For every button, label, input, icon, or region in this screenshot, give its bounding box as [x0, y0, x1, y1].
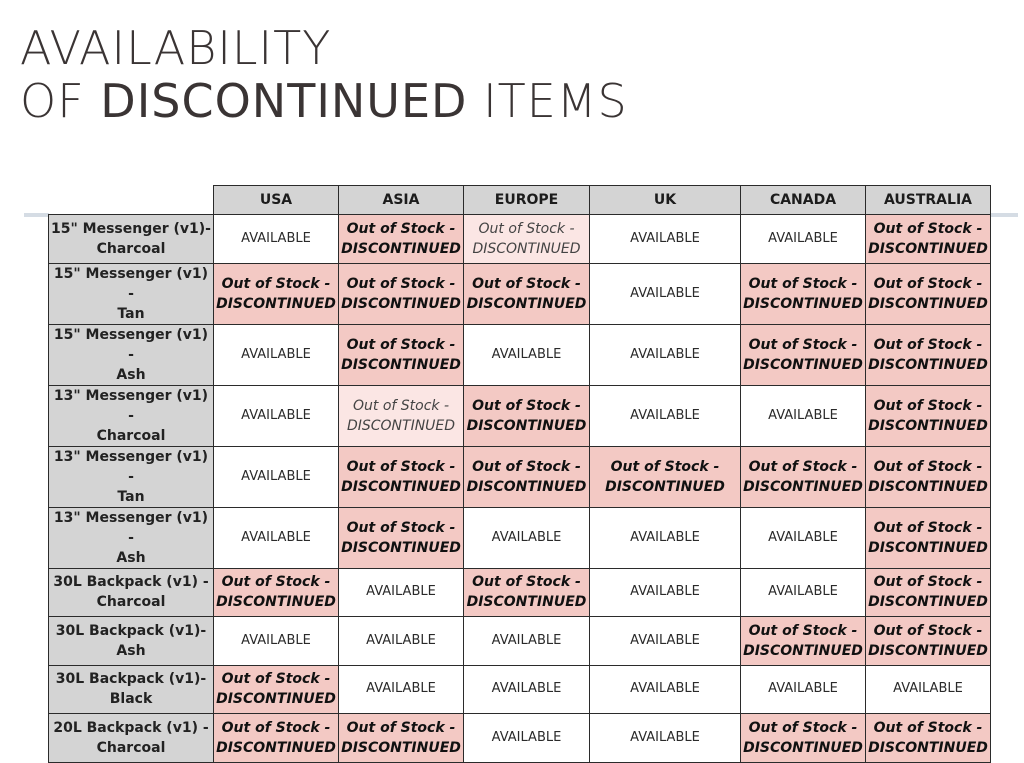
table-body: [49, 215, 991, 763]
table-row: [49, 617, 991, 666]
status-cell-available: AVAILABLE: [590, 568, 741, 617]
status-cell-available: AVAILABLE: [339, 568, 464, 617]
discontinued-label: DISCONTINUED: [743, 739, 863, 756]
discontinued-label: DISCONTINUED: [868, 240, 988, 257]
status-cell-out-of-stock: [339, 714, 464, 763]
status-cell-out-of-stock: [866, 714, 991, 763]
title-emphasis: DISCONTINUED: [100, 74, 468, 128]
discontinued-label: DISCONTINUED: [341, 240, 461, 257]
out-of-stock-label: Out of Stock -: [472, 275, 581, 292]
discontinued-label: DISCONTINUED: [868, 594, 988, 611]
status-cell-out-of-stock: [741, 617, 866, 666]
discontinued-label: DISCONTINUED: [216, 691, 336, 708]
status-cell-out-of-stock: [464, 215, 590, 264]
status-cell-out-of-stock: [866, 568, 991, 617]
status-cell-available: AVAILABLE: [339, 617, 464, 666]
status-cell-out-of-stock: [339, 507, 464, 568]
status-cell-out-of-stock: [464, 263, 590, 324]
out-of-stock-label: Out of Stock -: [346, 519, 456, 536]
status-cell-available: AVAILABLE: [590, 324, 741, 385]
status-cell-available: AVAILABLE: [590, 385, 741, 446]
status-cell-out-of-stock: [866, 446, 991, 507]
discontinued-label: DISCONTINUED: [216, 739, 336, 756]
discontinued-label: DISCONTINUED: [868, 642, 988, 659]
table-row: [49, 263, 991, 324]
table-header-row: [49, 186, 991, 215]
status-cell-out-of-stock: [866, 215, 991, 264]
column-header-usa: USA: [214, 186, 339, 215]
status-cell-out-of-stock: [339, 215, 464, 264]
status-cell-available: AVAILABLE: [741, 568, 866, 617]
status-cell-available: AVAILABLE: [741, 385, 866, 446]
discontinued-label: DISCONTINUED: [743, 295, 863, 312]
out-of-stock-label: Out of Stock -: [346, 458, 456, 475]
out-of-stock-label: Out of Stock -: [346, 220, 456, 237]
discontinued-label: DISCONTINUED: [605, 478, 725, 495]
discontinued-label: DISCONTINUED: [341, 478, 461, 495]
status-cell-out-of-stock: [741, 714, 866, 763]
page-title: [20, 22, 628, 128]
status-cell-out-of-stock: [339, 263, 464, 324]
table-row: [49, 446, 991, 507]
out-of-stock-label: Out of Stock -: [873, 458, 983, 475]
status-cell-out-of-stock: [741, 446, 866, 507]
status-cell-available: AVAILABLE: [590, 507, 741, 568]
discontinued-label: DISCONTINUED: [466, 478, 587, 495]
out-of-stock-label: Out of Stock -: [221, 574, 331, 591]
status-cell-out-of-stock: [866, 324, 991, 385]
out-of-stock-label: Out of Stock -: [873, 622, 983, 639]
status-cell-available: AVAILABLE: [214, 215, 339, 264]
discontinued-label: DISCONTINUED: [216, 295, 336, 312]
out-of-stock-label: Out of Stock -: [346, 275, 456, 292]
discontinued-label: DISCONTINUED: [466, 295, 587, 312]
out-of-stock-label: Out of Stock -: [472, 397, 581, 414]
table-corner-cell: [49, 186, 214, 215]
discontinued-label: DISCONTINUED: [868, 295, 988, 312]
item-name-cell: 30L Backpack (v1)- Black: [49, 665, 214, 714]
column-header-australia: AUSTRALIA: [866, 186, 991, 215]
out-of-stock-label: Out of Stock -: [346, 719, 456, 736]
title-prefix: OF: [20, 74, 101, 128]
table-row: [49, 215, 991, 264]
item-name-cell: 15" Messenger (v1) - Tan: [49, 263, 214, 324]
discontinued-label: DISCONTINUED: [341, 739, 461, 756]
table-row: [49, 714, 991, 763]
status-cell-out-of-stock: [214, 665, 339, 714]
discontinued-label: DISCONTINUED: [466, 594, 587, 611]
out-of-stock-label: Out of Stock -: [873, 336, 983, 353]
status-cell-available: AVAILABLE: [339, 665, 464, 714]
status-cell-out-of-stock: [866, 507, 991, 568]
status-cell-out-of-stock: [464, 385, 590, 446]
status-cell-available: AVAILABLE: [590, 714, 741, 763]
out-of-stock-label: Out of Stock -: [221, 671, 331, 688]
discontinued-label: DISCONTINUED: [472, 240, 581, 257]
availability-table: [48, 185, 991, 763]
status-cell-available: AVAILABLE: [590, 215, 741, 264]
out-of-stock-label: Out of Stock -: [748, 336, 858, 353]
status-cell-out-of-stock: [866, 263, 991, 324]
out-of-stock-label: Out of Stock -: [472, 574, 581, 591]
column-header-canada: CANADA: [741, 186, 866, 215]
status-cell-out-of-stock: [339, 385, 464, 446]
discontinued-label: DISCONTINUED: [743, 642, 863, 659]
item-name-cell: 15" Messenger (v1) - Ash: [49, 324, 214, 385]
out-of-stock-label: Out of Stock -: [873, 275, 983, 292]
status-cell-available: AVAILABLE: [741, 665, 866, 714]
out-of-stock-label: Out of Stock -: [873, 574, 983, 591]
status-cell-out-of-stock: [214, 263, 339, 324]
status-cell-out-of-stock: [214, 714, 339, 763]
item-name-cell: 20L Backpack (v1) - Charcoal: [49, 714, 214, 763]
title-suffix: ITEMS: [467, 74, 628, 128]
column-header-asia: ASIA: [339, 186, 464, 215]
item-name-cell: 15" Messenger (v1)- Charcoal: [49, 215, 214, 264]
out-of-stock-label: Out of Stock -: [748, 719, 858, 736]
status-cell-available: AVAILABLE: [464, 324, 590, 385]
status-cell-out-of-stock: [339, 324, 464, 385]
status-cell-available: AVAILABLE: [214, 324, 339, 385]
status-cell-available: AVAILABLE: [741, 215, 866, 264]
status-cell-available: AVAILABLE: [590, 617, 741, 666]
item-name-cell: 13" Messenger (v1) - Charcoal: [49, 385, 214, 446]
discontinued-label: DISCONTINUED: [868, 478, 988, 495]
out-of-stock-label: Out of Stock -: [478, 220, 575, 237]
discontinued-label: DISCONTINUED: [868, 739, 988, 756]
status-cell-available: AVAILABLE: [214, 446, 339, 507]
table-row: [49, 385, 991, 446]
item-name-cell: 30L Backpack (v1)- Ash: [49, 617, 214, 666]
out-of-stock-label: Out of Stock -: [221, 275, 331, 292]
status-cell-out-of-stock: [741, 324, 866, 385]
status-cell-out-of-stock: [214, 568, 339, 617]
out-of-stock-label: Out of Stock -: [472, 458, 581, 475]
table-row: [49, 665, 991, 714]
item-name-cell: 13" Messenger (v1) - Tan: [49, 446, 214, 507]
status-cell-available: AVAILABLE: [464, 714, 590, 763]
out-of-stock-label: Out of Stock -: [221, 719, 331, 736]
item-name-cell: 30L Backpack (v1) - Charcoal: [49, 568, 214, 617]
status-cell-available: AVAILABLE: [464, 617, 590, 666]
discontinued-label: DISCONTINUED: [341, 539, 461, 556]
status-cell-out-of-stock: [464, 568, 590, 617]
status-cell-available: AVAILABLE: [866, 665, 991, 714]
status-cell-available: AVAILABLE: [741, 507, 866, 568]
out-of-stock-label: Out of Stock -: [748, 275, 858, 292]
table-row: [49, 324, 991, 385]
status-cell-out-of-stock: [464, 446, 590, 507]
discontinued-label: DISCONTINUED: [868, 356, 988, 373]
out-of-stock-label: Out of Stock -: [610, 458, 720, 475]
status-cell-available: AVAILABLE: [214, 507, 339, 568]
out-of-stock-label: Out of Stock -: [873, 220, 983, 237]
discontinued-label: DISCONTINUED: [868, 539, 988, 556]
status-cell-out-of-stock: [590, 446, 741, 507]
status-cell-out-of-stock: [741, 263, 866, 324]
title-line-1: AVAILABILITY: [20, 21, 332, 75]
out-of-stock-label: Out of Stock -: [873, 397, 983, 414]
discontinued-label: DISCONTINUED: [341, 356, 461, 373]
discontinued-label: DISCONTINUED: [216, 594, 336, 611]
status-cell-available: AVAILABLE: [590, 263, 741, 324]
out-of-stock-label: Out of Stock -: [873, 519, 983, 536]
status-cell-available: AVAILABLE: [214, 617, 339, 666]
discontinued-label: DISCONTINUED: [341, 295, 461, 312]
column-header-uk: UK: [590, 186, 741, 215]
status-cell-out-of-stock: [866, 385, 991, 446]
item-name-cell: 13" Messenger (v1) - Ash: [49, 507, 214, 568]
table-row: [49, 507, 991, 568]
out-of-stock-label: Out of Stock -: [748, 458, 858, 475]
availability-table-wrapper: [48, 185, 991, 763]
discontinued-label: DISCONTINUED: [743, 356, 863, 373]
discontinued-label: DISCONTINUED: [346, 417, 456, 434]
status-cell-out-of-stock: [866, 617, 991, 666]
status-cell-available: AVAILABLE: [464, 507, 590, 568]
out-of-stock-label: Out of Stock -: [748, 622, 858, 639]
status-cell-available: AVAILABLE: [590, 665, 741, 714]
out-of-stock-label: Out of Stock -: [873, 719, 983, 736]
discontinued-label: DISCONTINUED: [868, 417, 988, 434]
discontinued-label: DISCONTINUED: [743, 478, 863, 495]
status-cell-available: AVAILABLE: [214, 385, 339, 446]
discontinued-label: DISCONTINUED: [466, 417, 587, 434]
table-row: [49, 568, 991, 617]
column-header-europe: EUROPE: [464, 186, 590, 215]
status-cell-out-of-stock: [339, 446, 464, 507]
out-of-stock-label: Out of Stock -: [346, 336, 456, 353]
status-cell-available: AVAILABLE: [464, 665, 590, 714]
out-of-stock-label: Out of Stock -: [352, 397, 450, 414]
title-line-2: [20, 75, 628, 128]
